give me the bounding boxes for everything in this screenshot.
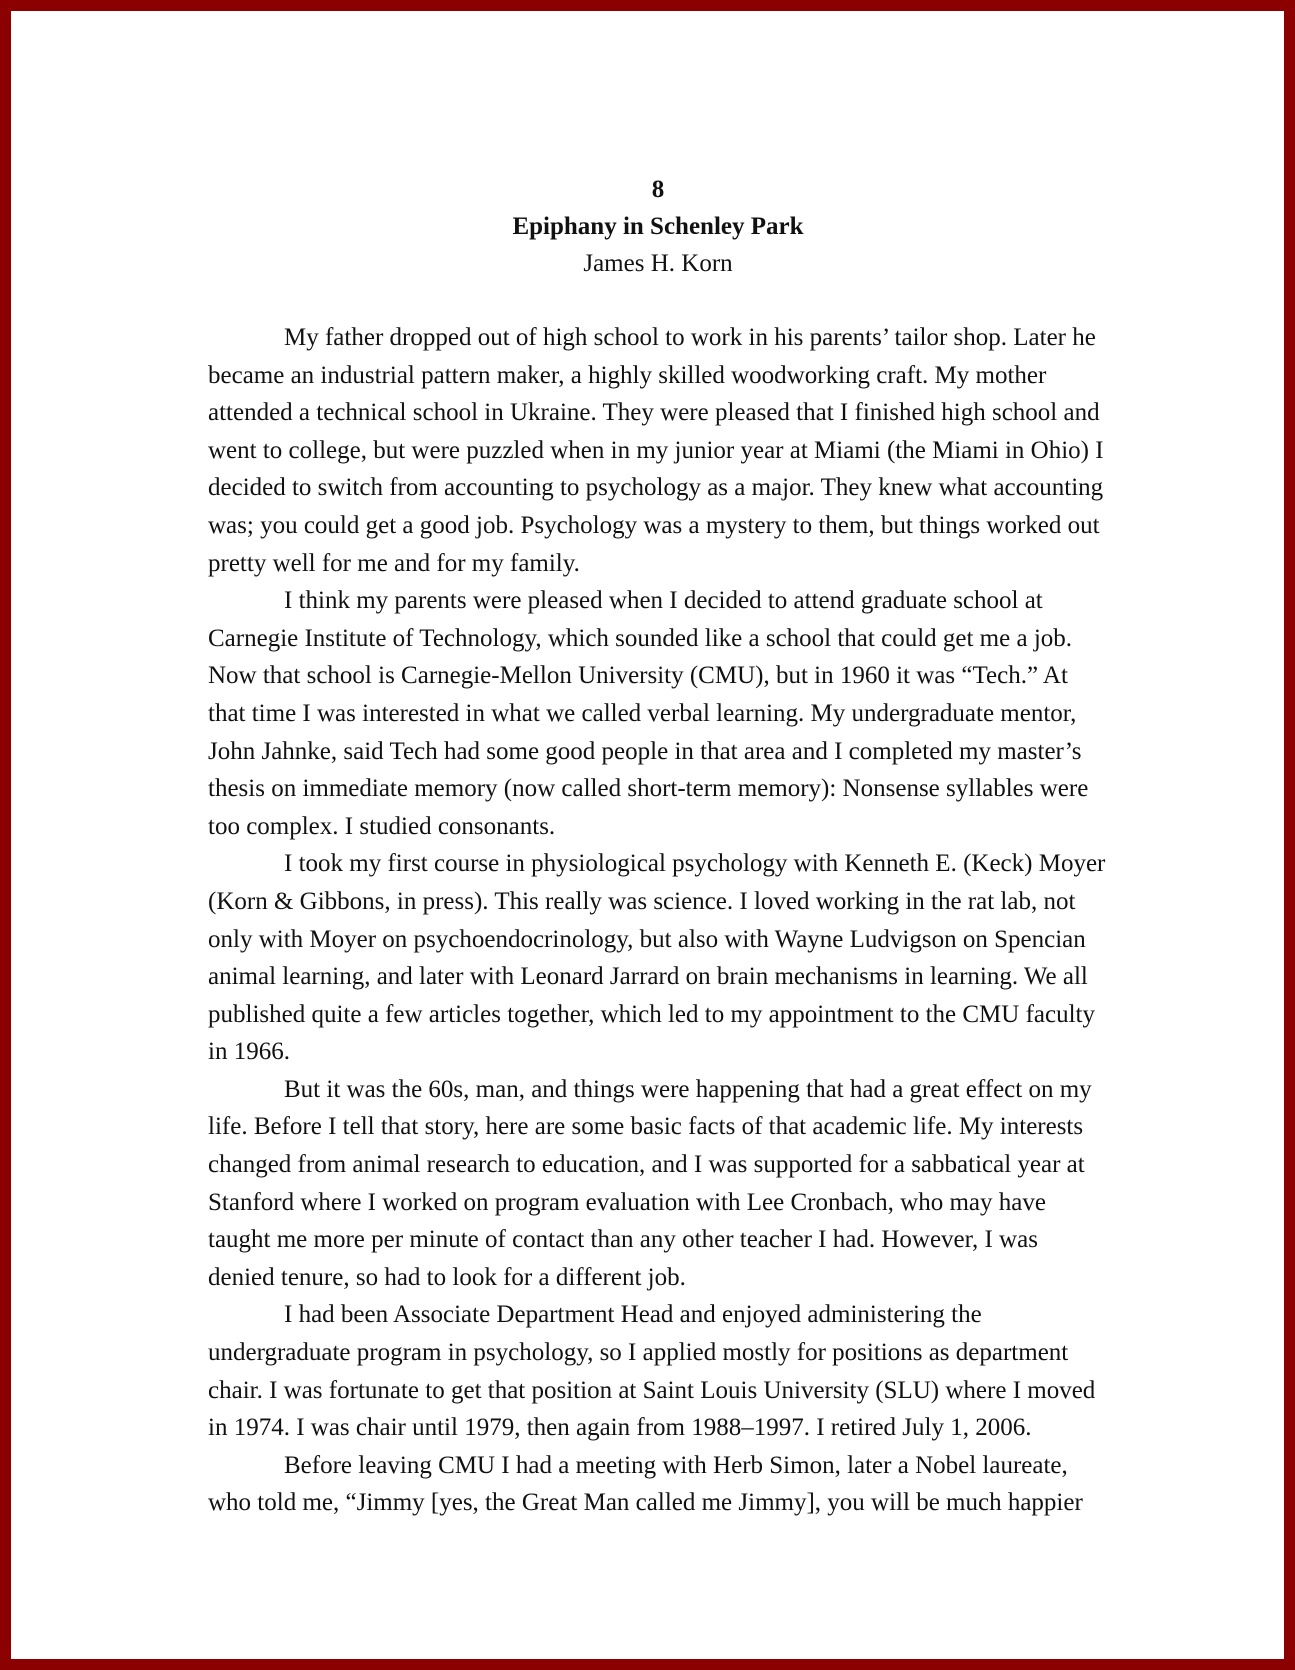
paragraph: Before leaving CMU I had a meeting with Herb Simon, later a Nobel laureate, who told me, “Jimmy [yes, the Great Man called me Jimmy], you will be much happier <box>208 1451 1083 1517</box>
chapter-title: Epiphany in Schenley Park <box>512 213 804 240</box>
paragraph: My father dropped out of high school to work in his parents’ tailor shop. Later he became an industrial pattern maker, a highly skilled woodworking craft. My mother attended a technical school in Ukraine. They were pleased that I finished high school and went to college, but were puzzled when in my junior year at Miami (the Miami in Ohio) I decided to switch from accounting to psychology as a major. They knew what accounting was; you could get a good job. Psychology was a mystery to them, but things worked out pretty well for me and for my family. <box>208 324 1104 577</box>
document-body <box>208 171 1108 1522</box>
paragraph: I had been Associate Department Head and enjoyed administering the undergraduate program in psychology, so I applied mostly for positions as department chair. I was fortunate to get that position at Saint Louis University (SLU) where I moved in 1974. I was chair until 1979, then again from 1988–1997. I retired July 1, 2006. <box>208 1301 1096 1442</box>
paragraph: I took my first course in physiological psychology with Kenneth E. (Keck) Moyer (Korn & Gibbons, in press). This really was science. I loved working in the rat lab, not only with Moyer on psychoendocrinology, but also with Wayne Ludvigson on Spencian animal learning, and later with Leonard Jarrard on brain mechanisms in learning. We all published quite a few articles together, which led to my appointment to the CMU faculty in 1966. <box>208 850 1106 1066</box>
paragraph: I think my parents were pleased when I decided to attend graduate school at Carnegie Institute of Technology, which sounded like a school that could get me a job. Now that school is Carnegie-Mellon University (CMU), but in 1960 it was “Tech.” At that time I was interested in what we called verbal learning. My undergraduate mentor, John Jahnke, said Tech had some good people in that area and I completed my master’s thesis on immediate memory (now called short-term memory): Nonsense syllables were too complex. I studied consonants. <box>208 587 1089 840</box>
chapter-number: 8 <box>651 176 665 203</box>
chapter-author: James H. Korn <box>583 250 733 277</box>
paragraph: But it was the 60s, man, and things were happening that had a great effect on my life. Before I tell that story, here are some basic facts of that academic life. My interests changed from animal research to education, and I was supported for a sabbatical year at Stanford where I worked on program evaluation with Lee Cronbach, who may have taught me more per minute of contact than any other teacher I had. However, I was denied tenure, so had to look for a different job. <box>208 1075 1092 1291</box>
